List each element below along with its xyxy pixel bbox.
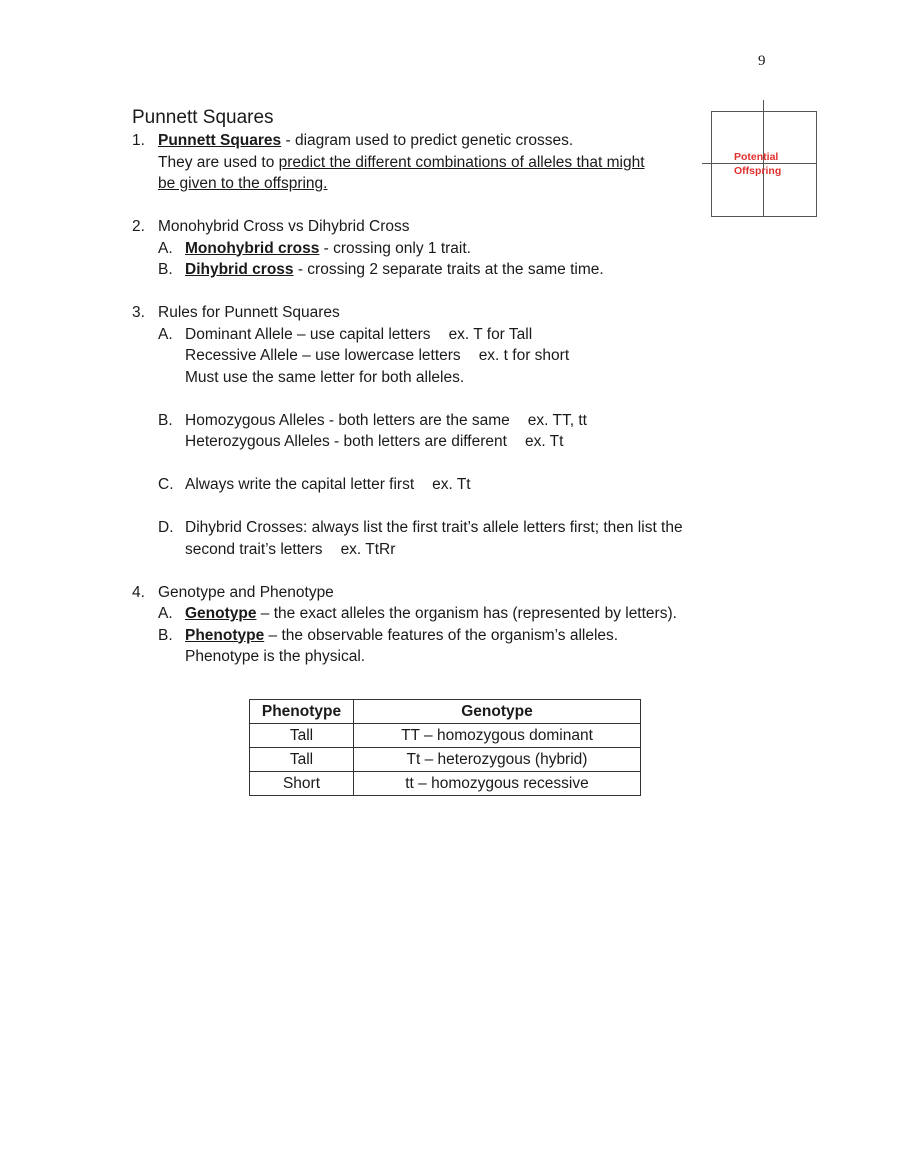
recessive-allele-example: ex. t for short: [478, 347, 570, 364]
section-3-item-d-line-2: [132, 539, 732, 561]
section-4-title: [132, 582, 732, 604]
table-cell-genotype: TT – homozygous dominant: [354, 724, 641, 748]
term-punnett-squares-definition: - diagram used to predict genetic crosses.: [281, 132, 574, 149]
section-4-number: 4.: [132, 583, 145, 601]
section-4-item-b-line-2: [132, 646, 732, 668]
section-3-item-b-line-1: [132, 410, 732, 432]
section-4-title-text: Genotype and Phenotype: [158, 583, 334, 601]
section-1-underlined-text-cont: be given to the offspring.: [158, 175, 328, 192]
section-4-item-b-line-1: [132, 625, 732, 647]
potential-offspring-label: [734, 150, 781, 178]
term-genotype-definition: – the exact alleles the organism has (represented by letters).: [256, 605, 677, 622]
term-genotype: Genotype: [185, 605, 257, 622]
table-row: [250, 748, 641, 772]
term-phenotype: Phenotype: [185, 626, 265, 644]
section-2-title-text: Monohybrid Cross vs Dihybrid Cross: [158, 218, 410, 235]
section-3-number: 3.: [132, 304, 145, 321]
notes-body: [132, 106, 732, 668]
section-1-line-2-text: They are used to: [158, 153, 279, 171]
table-cell-genotype: tt – homozygous recessive: [354, 772, 641, 796]
term-monohybrid-cross: Monohybrid cross: [185, 239, 320, 257]
section-3-title-text: Rules for Punnett Squares: [158, 304, 340, 321]
capital-first-rule: Always write the capital letter first: [185, 476, 415, 493]
recessive-allele-rule: Recessive Allele – use lowercase letters: [185, 347, 461, 364]
section-2-letter-b: B.: [158, 261, 173, 278]
section-2-title: [132, 216, 732, 238]
term-dihybrid-cross: Dihybrid cross: [185, 261, 294, 278]
table-row: [250, 724, 641, 748]
page-number: 9: [758, 53, 766, 69]
section-2-item-b: [132, 259, 732, 281]
table-cell-genotype: Tt – heterozygous (hybrid): [354, 748, 641, 772]
section-3-item-a-line-1: [132, 324, 732, 346]
section-4-letter-b: B.: [158, 626, 173, 644]
section-3-item-a-line-2: [132, 345, 732, 367]
section-1-line-2: [132, 152, 732, 174]
dominant-allele-rule: Dominant Allele – use capital letters: [185, 325, 431, 343]
section-3-item-a-line-3: [132, 367, 732, 389]
table-row: [250, 772, 641, 796]
table-cell-phenotype: Tall: [250, 724, 354, 748]
homozygous-example: ex. TT, tt: [527, 411, 587, 429]
section-1-underlined-text: predict the different combinations of alleles that might: [278, 153, 645, 171]
section-3-item-d-line-1: [132, 517, 732, 539]
heterozygous-example: ex. Tt: [524, 433, 564, 450]
capital-first-example: ex. Tt: [432, 476, 471, 493]
term-phenotype-definition: – the observable features of the organism’s alleles.: [264, 626, 619, 644]
section-1-line-3: [132, 173, 732, 195]
section-3-title: [132, 302, 732, 324]
section-1-number: 1.: [132, 132, 145, 149]
dihybrid-order-rule: Dihybrid Crosses: always list the first trait’s allele letters first; then list the: [185, 519, 683, 536]
dihybrid-order-example: ex. TtRr: [340, 540, 396, 558]
table-header-phenotype: Phenotype: [250, 700, 354, 724]
potential-offspring-label-line-1: Potential: [734, 151, 779, 163]
section-2-item-a: [132, 238, 732, 260]
term-dihybrid-cross-definition: - crossing 2 separate traits at the same time.: [293, 261, 604, 278]
section-1-line-1: [132, 130, 732, 152]
section-4-letter-a: A.: [158, 605, 173, 622]
section-3-letter-d: D.: [158, 519, 174, 536]
page-title: Punnett Squares: [132, 107, 274, 128]
section-4-item-a: [132, 603, 732, 625]
punnett-square-diagram: [702, 100, 826, 224]
dihybrid-order-rule-cont: second trait’s letters: [185, 540, 323, 558]
homozygous-rule: Homozygous Alleles - both letters are the same: [185, 411, 510, 429]
section-3-item-b-line-2: [132, 431, 732, 453]
heterozygous-rule: Heterozygous Alleles - both letters are different: [185, 433, 507, 450]
dominant-allele-example: ex. T for Tall: [448, 325, 533, 343]
section-3-letter-a: A.: [158, 325, 173, 343]
term-monohybrid-cross-definition: - crossing only 1 trait.: [319, 239, 471, 257]
phenotype-genotype-table: [249, 699, 641, 796]
section-3-letter-c: C.: [158, 476, 174, 493]
phenotype-note: Phenotype is the physical.: [185, 648, 366, 665]
same-letter-rule: Must use the same letter for both alleles.: [185, 368, 465, 386]
section-3-letter-b: B.: [158, 411, 173, 429]
table-cell-phenotype: Tall: [250, 748, 354, 772]
section-2-number: 2.: [132, 218, 145, 235]
section-2-letter-a: A.: [158, 239, 173, 257]
term-punnett-squares: Punnett Squares: [158, 132, 282, 149]
table-cell-phenotype: Short: [250, 772, 354, 796]
table-header-row: [250, 700, 641, 724]
potential-offspring-label-line-2: Offspring: [734, 165, 782, 177]
section-3-item-c: [132, 474, 732, 496]
table-header-genotype: Genotype: [354, 700, 641, 724]
